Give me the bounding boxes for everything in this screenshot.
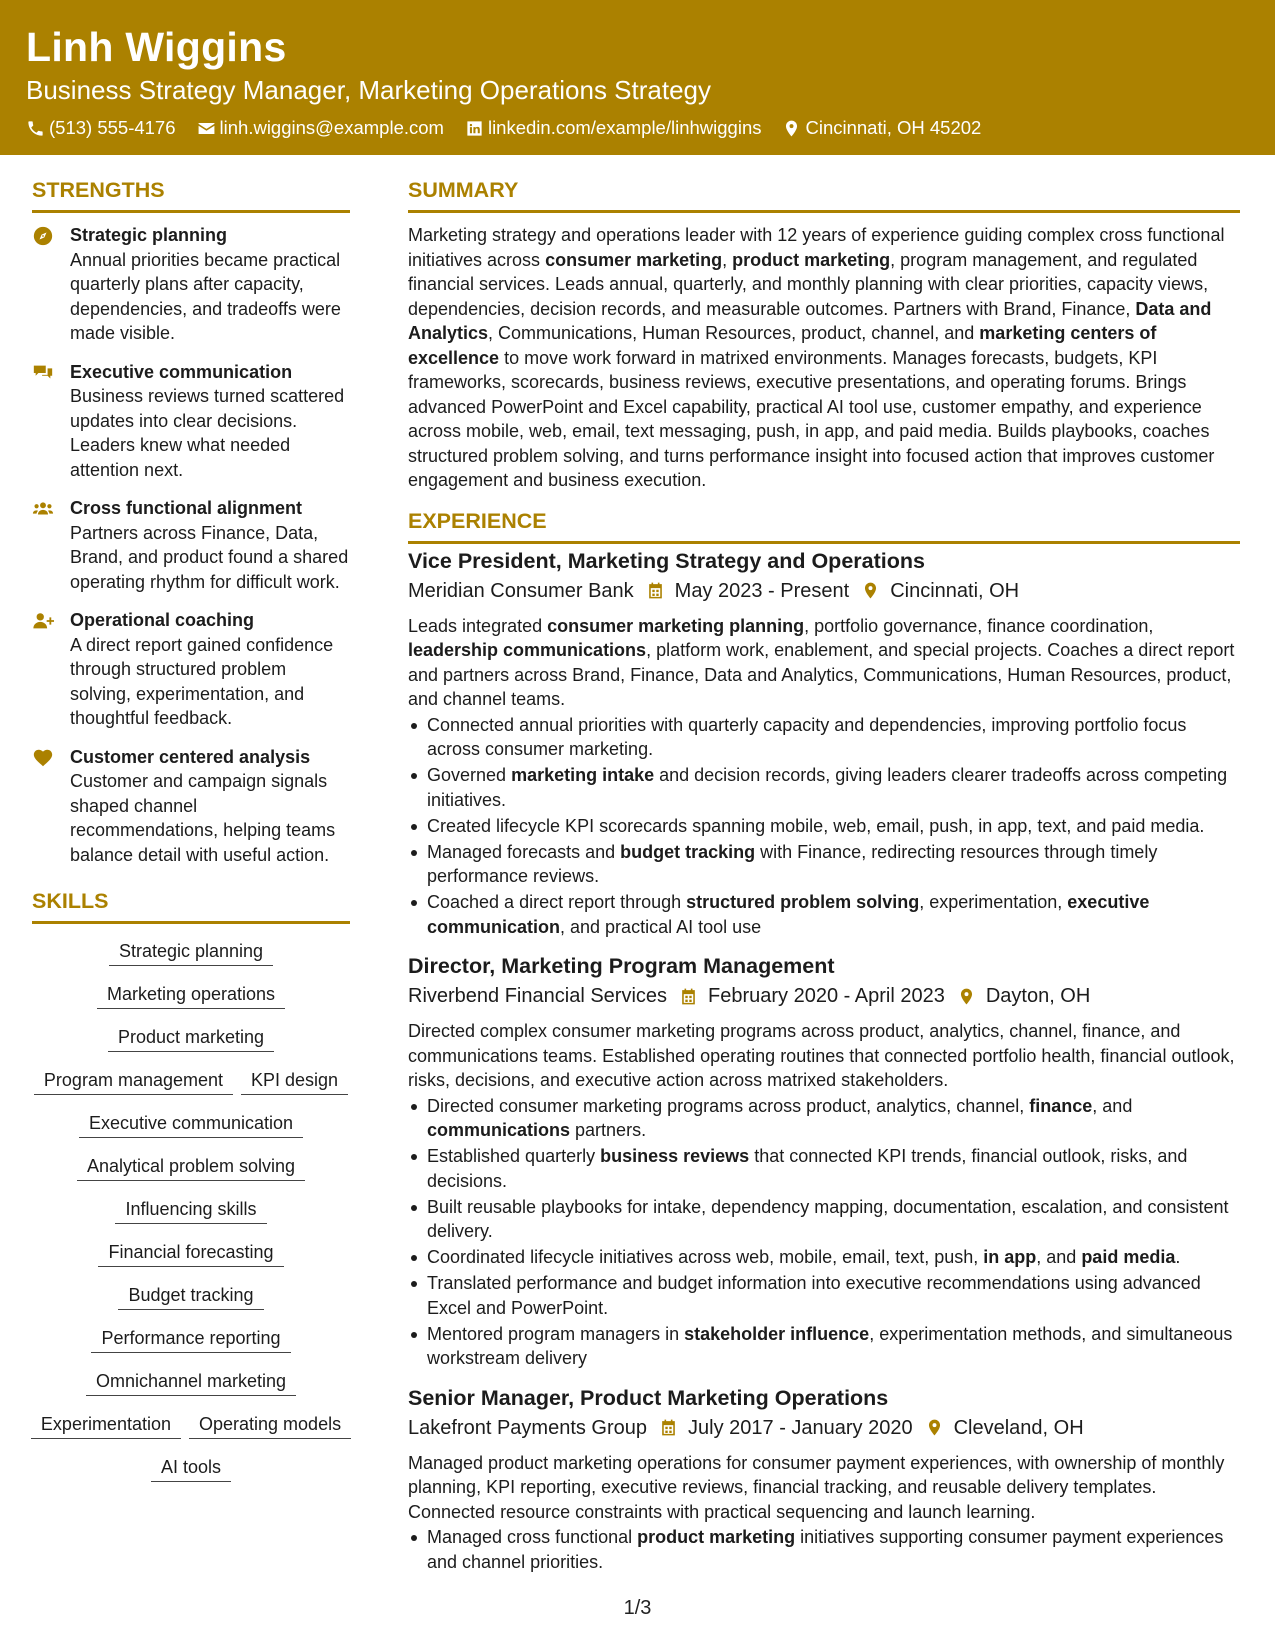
map-pin-icon bbox=[957, 987, 976, 1006]
skill-tag: Influencing skills bbox=[115, 1197, 266, 1224]
skill-tag: Performance reporting bbox=[91, 1326, 290, 1353]
job-bullets bbox=[408, 1525, 1240, 1574]
strength-text: A direct report gained confidence through structured problem solving, experimentation, and thoughtful feedback. bbox=[70, 634, 334, 728]
bold-phrase: structured problem solving bbox=[686, 892, 920, 912]
candidate-name: Linh Wiggins bbox=[26, 24, 287, 70]
bold-phrase: communications bbox=[427, 1120, 571, 1140]
comments-icon bbox=[32, 362, 54, 384]
skill-tag: Omnichannel marketing bbox=[86, 1369, 296, 1396]
strength-title: Executive communication bbox=[70, 361, 293, 382]
strength-item bbox=[32, 608, 350, 731]
job-bullets bbox=[408, 1094, 1240, 1371]
linkedin-text[interactable]: linkedin.com/example/linhwiggins bbox=[487, 117, 762, 138]
skill-tag: Strategic planning bbox=[109, 939, 273, 966]
map-pin-icon bbox=[925, 1418, 944, 1437]
bullet-item: Built reusable playbooks for intake, dependency mapping, documentation, escalation, and consistent delivery. bbox=[408, 1195, 1240, 1244]
bullet-item: Established quarterly business reviews that connected KPI trends, financial outlook, risks, and decisions. bbox=[408, 1144, 1240, 1193]
job-title: Vice President, Marketing Strategy and Operations bbox=[408, 548, 925, 573]
skills-list bbox=[32, 930, 350, 1489]
skill-tag: Budget tracking bbox=[118, 1283, 263, 1310]
calendar-icon bbox=[679, 987, 698, 1006]
linkedin-icon bbox=[465, 119, 484, 138]
candidate-title: Business Strategy Manager, Marketing Operations Strategy bbox=[26, 75, 712, 105]
strength-item bbox=[32, 360, 350, 483]
strength-title: Cross functional alignment bbox=[70, 498, 303, 518]
calendar-icon bbox=[646, 581, 665, 600]
right-column bbox=[408, 176, 1240, 1576]
job-title: Senior Manager, Product Marketing Operations bbox=[408, 1385, 889, 1410]
job-company: Meridian Consumer Bank bbox=[408, 579, 634, 602]
job-entry bbox=[408, 1383, 1240, 1575]
job-company: Riverbend Financial Services bbox=[408, 985, 668, 1007]
bullet-item: Directed consumer marketing programs across product, analytics, channel, finance, and communications partners. bbox=[408, 1094, 1240, 1143]
bullet-item: Mentored program managers in stakeholder influence, experimentation methods, and simultaneous workstream delivery bbox=[408, 1322, 1240, 1371]
skill-tag: Executive communication bbox=[79, 1111, 303, 1138]
strength-text: Partners across Finance, Data, Brand, and product found a shared operating rhythm for difficult work. bbox=[70, 522, 349, 592]
email-text[interactable]: linh.wiggins@example.com bbox=[219, 117, 444, 138]
strength-title: Operational coaching bbox=[70, 610, 255, 630]
contact-bar bbox=[26, 117, 1275, 139]
bold-phrase: product marketing bbox=[637, 1527, 796, 1547]
map-pin-icon bbox=[782, 119, 801, 138]
bold-phrase: stakeholder influence bbox=[684, 1323, 870, 1344]
job-bullets bbox=[408, 713, 1240, 940]
compass-icon bbox=[32, 225, 54, 247]
heart-icon bbox=[32, 747, 54, 769]
skill-tag: Analytical problem solving bbox=[77, 1154, 305, 1181]
skill-tag: Program management bbox=[34, 1068, 233, 1095]
bullet-item: Governed marketing intake and decision records, giving leaders clearer tradeoffs across competing initiatives. bbox=[408, 763, 1240, 812]
calendar-icon bbox=[659, 1418, 678, 1437]
skill-tag: Operating models bbox=[189, 1412, 351, 1439]
job-company: Lakefront Payments Group bbox=[408, 1416, 648, 1439]
skill-tag: Financial forecasting bbox=[98, 1240, 283, 1267]
contact-phone bbox=[26, 117, 176, 139]
bold-phrase: product marketing bbox=[732, 249, 891, 270]
envelope-icon bbox=[197, 119, 216, 138]
bold-phrase: finance bbox=[1029, 1095, 1093, 1116]
job-meta bbox=[408, 576, 1240, 606]
job-location: Cleveland, OH bbox=[953, 1416, 1084, 1439]
contact-email[interactable] bbox=[197, 117, 444, 139]
job-meta bbox=[408, 1413, 1240, 1443]
job-location: Cincinnati, OH bbox=[890, 579, 1020, 602]
strength-item bbox=[32, 745, 350, 868]
users-icon bbox=[32, 498, 54, 520]
bullet-item: Coached a direct report through structured problem solving, experimentation, executive communication, and practical AI tool use bbox=[408, 890, 1240, 939]
bold-phrase: budget tracking bbox=[620, 841, 756, 862]
resume-header bbox=[0, 0, 1275, 155]
strength-text: Customer and campaign signals shaped channel recommendations, helping teams balance detail with useful action. bbox=[70, 771, 336, 865]
job-entry bbox=[408, 546, 1240, 940]
job-dates: July 2017 - January 2020 bbox=[688, 1416, 913, 1439]
skill-tag: Marketing operations bbox=[97, 982, 285, 1009]
skill-tag: Experimentation bbox=[31, 1412, 181, 1439]
bold-phrase: business reviews bbox=[600, 1146, 750, 1166]
bold-phrase: executive communication bbox=[427, 892, 1150, 937]
bullet-item: Connected annual priorities with quarterly capacity and dependencies, improving portfolio focus across consumer marketing. bbox=[408, 713, 1240, 762]
job-summary: Leads integrated consumer marketing planning, portfolio governance, finance coordination, leadership communications, platform work, enablement, and special projects. Coaches a direct report and partners across Brand, Finance, Data and Analytics, Communications, Human Resources, product, and channel teams. bbox=[408, 615, 1235, 709]
job-dates: February 2020 - April 2023 bbox=[708, 985, 945, 1007]
bold-phrase: in app bbox=[983, 1247, 1037, 1267]
strength-item bbox=[32, 223, 350, 346]
job-dates: May 2023 - Present bbox=[674, 579, 850, 602]
strength-text: Annual priorities became practical quarterly plans after capacity, dependencies, and tradeoffs were made visible. bbox=[70, 249, 341, 343]
skill-tag: Product marketing bbox=[108, 1025, 274, 1052]
bold-phrase: consumer marketing bbox=[545, 249, 723, 270]
location-text: Cincinnati, OH 45202 bbox=[805, 117, 982, 138]
contact-linkedin[interactable] bbox=[465, 117, 762, 139]
strength-item bbox=[32, 496, 350, 594]
bold-phrase: marketing intake bbox=[511, 765, 655, 785]
bold-phrase: consumer marketing planning bbox=[547, 615, 805, 636]
job-summary: Directed complex consumer marketing programs across product, analytics, channel, finance, and communications teams. Established operating routines that connected portfolio health, financial outlook, risks, decisions, and executive action across matrixed stakeholders. bbox=[408, 1021, 1235, 1090]
bold-phrase: marketing centers of excellence bbox=[408, 323, 1157, 368]
contact-location bbox=[782, 117, 981, 139]
job-entry bbox=[408, 951, 1240, 1371]
left-column bbox=[32, 176, 350, 1489]
map-pin-icon bbox=[861, 581, 880, 600]
job-title: Director, Marketing Program Management bbox=[408, 954, 835, 978]
phone-text: (513) 555-4176 bbox=[49, 117, 176, 138]
bullet-item: Translated performance and budget information into executive recommendations using advanced Excel and PowerPoint. bbox=[408, 1271, 1240, 1320]
user-plus-icon bbox=[32, 610, 54, 632]
bullet-item: Managed forecasts and budget tracking with Finance, redirecting resources through timely performance reviews. bbox=[408, 840, 1240, 889]
skill-tag: AI tools bbox=[151, 1455, 231, 1482]
job-location: Dayton, OH bbox=[985, 985, 1091, 1007]
strength-text: Business reviews turned scattered updates into clear decisions. Leaders knew what needed attention next. bbox=[70, 386, 345, 480]
bold-phrase: Data and Analytics bbox=[408, 298, 1212, 343]
strengths-heading: STRENGTHS bbox=[32, 176, 350, 213]
skills-heading: SKILLS bbox=[32, 887, 350, 924]
job-summary: Managed product marketing operations for consumer payment experiences, with ownership of monthly planning, KPI reporting, executive reviews, financial tracking, and reusable delivery templates. Connected resource constraints with practical sequencing and launch learning. bbox=[408, 1452, 1225, 1522]
summary-heading: SUMMARY bbox=[408, 176, 1240, 213]
strength-title: Customer centered analysis bbox=[70, 746, 311, 767]
strength-title: Strategic planning bbox=[70, 225, 228, 245]
job-meta bbox=[408, 981, 1240, 1011]
bullet-item: Created lifecycle KPI scorecards spanning mobile, web, email, push, in app, text, and paid media. bbox=[408, 814, 1240, 839]
page-number: 1/3 bbox=[623, 1597, 652, 1619]
bold-phrase: leadership communications bbox=[408, 640, 647, 660]
bold-phrase: paid media bbox=[1081, 1247, 1176, 1267]
phone-icon bbox=[26, 119, 45, 138]
experience-heading: EXPERIENCE bbox=[408, 507, 1240, 544]
skill-tag: KPI design bbox=[241, 1068, 348, 1095]
summary-text: Marketing strategy and operations leader with 12 years of experience guiding complex cross functional initiatives across consumer marketing, product marketing, program management, and regulated financial services. Leads annual, quarterly, and monthly planning with clear priorities, capacity views, dependencies, decision records, and measurable outcomes. Partners with Brand, Finance, Data and Analytics, Communications, Human Resources, product, channel, and marketing centers of excellence to move work forward in matrixed environments. Manages forecasts, budgets, KPI frameworks, scorecards, business reviews, executive presentations, and operating forums. Brings advanced PowerPoint and Excel capability, practical AI tool use, customer empathy, and experience across mobile, web, email, text messaging, push, in app, and paid media. Builds playbooks, coaches structured problem solving, and turns performance insight into focused action that improves customer engagement and business execution. bbox=[408, 225, 1225, 490]
bullet-item: Managed cross functional product marketing initiatives supporting consumer payment experiences and channel priorities. bbox=[408, 1525, 1240, 1574]
bullet-item: Coordinated lifecycle initiatives across web, mobile, email, text, push, in app, and paid media. bbox=[408, 1245, 1240, 1270]
